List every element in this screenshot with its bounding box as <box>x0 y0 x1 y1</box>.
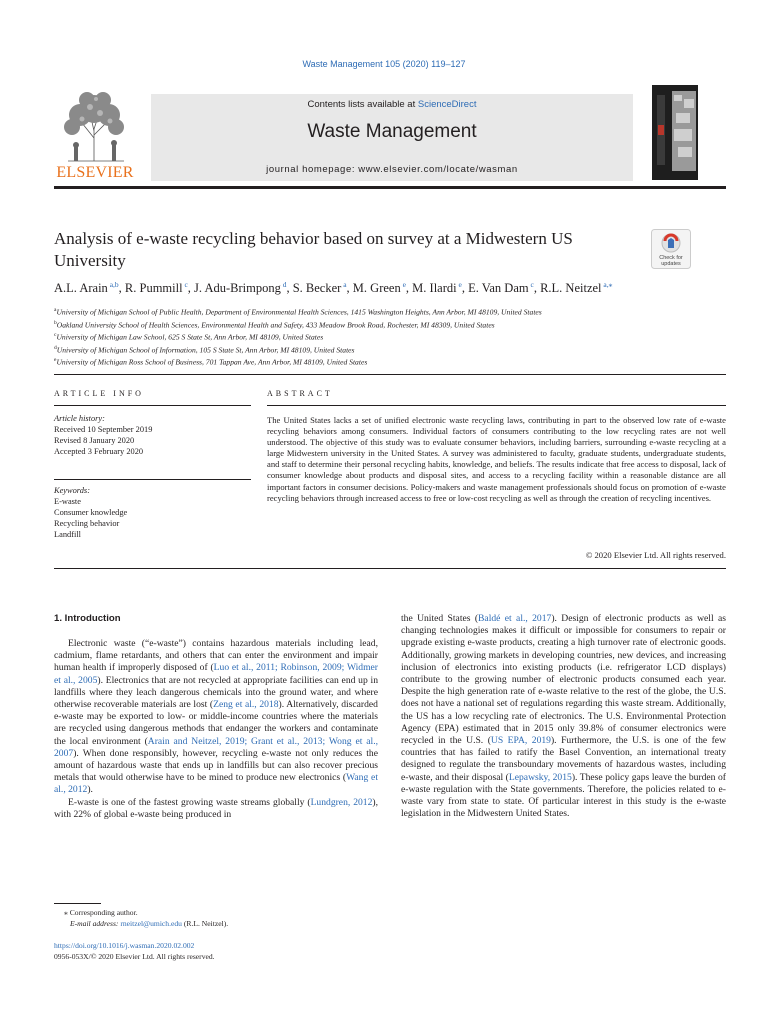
article-info-rule <box>54 405 251 406</box>
author-separator: , <box>405 281 413 296</box>
affiliation-item <box>54 343 734 356</box>
email-link[interactable]: rneitzel@umich.edu <box>120 919 182 928</box>
history-label: Article history: <box>54 414 105 423</box>
author-separator: , <box>533 281 541 296</box>
history-item: Accepted 3 February 2020 <box>54 447 144 456</box>
intro-paragraph-1 <box>54 638 378 797</box>
keywords-list <box>54 496 251 540</box>
section-heading-introduction: 1. Introduction <box>54 613 121 624</box>
intro-paragraph-2 <box>54 797 378 821</box>
author-affiliation-marker[interactable]: c <box>528 280 534 289</box>
affiliation-item <box>54 305 734 318</box>
affiliation-text: Oakland University School of Health Sciences, Environmental Health and Safety, 433 Meadow Brook Road, Rochester, MI 48309, United States <box>56 320 495 330</box>
author-name[interactable]: S. Becker <box>292 281 342 296</box>
body-text: ). Design of electronic products as well as changing technologies makes it difficult or impossible for consumers to repair or upgrade existing e-waste products, creating a high turnover rate of electronic goods. Additionally, growing markets in developing countries, new devices, and increasing inclusion of electronics into existing products (i.e. refrigerator LCD displays) contribute to the growing number of electronic products consumed each year. Despite the high generation rate of e-waste relative to the rest of the globe, the U.S. does not have a national set of regulations regarding this waste stream. Additionally, the US has a low recycling rate of electronics. The U.S. Environmental Protection Agency (EPA) estimated that in 2015 only 39.8% of consumer electronics were recycled in the U.S. ( <box>401 613 726 747</box>
corresponding-text: Corresponding author. <box>69 908 138 917</box>
affiliation-item <box>54 330 734 343</box>
corresponding-marker: ⁎ <box>64 908 68 917</box>
author-separator: , <box>286 281 293 296</box>
citation-link[interactable]: Arain and Neitzel, 2019; Grant et al., 2013; Wong et al., 2007 <box>54 735 378 759</box>
crossmark-label-line2: updates <box>661 261 681 267</box>
publisher-name: ELSEVIER <box>56 164 134 181</box>
author-list <box>54 280 734 296</box>
author-affiliation-marker[interactable]: d <box>280 280 287 289</box>
affiliation-key: d <box>54 344 57 351</box>
affiliation-key: c <box>54 332 57 339</box>
journal-citation-link[interactable]: Waste Management 105 (2020) 119–127 <box>302 59 466 69</box>
author-affiliation-marker[interactable]: e <box>400 280 406 289</box>
affiliation-key: b <box>54 319 57 326</box>
contents-prefix: Contents lists available at <box>307 99 418 110</box>
affiliation-item <box>54 355 734 368</box>
journal-homepage[interactable]: journal homepage: www.elsevier.com/locate/wasman <box>266 164 518 175</box>
affiliation-text: University of Michigan School of Information, 105 S State St, Ann Arbor, MI 48109, United States <box>56 345 355 355</box>
history-item: Received 10 September 2019 <box>54 425 153 434</box>
citation-link[interactable]: Lundgren, 2012 <box>310 796 373 808</box>
author-name[interactable]: J. Adu-Brimpong <box>194 281 281 296</box>
keywords-label: Keywords: <box>54 486 90 495</box>
body-text: ). These policy gaps leave the burden of e-waste regulation with the State governments. Therefore, the policies related to e-waste vary from state to state. Of particular interest in this study is the e-waste legislation in the Midwestern United States. <box>401 771 726 820</box>
affiliation-list <box>54 305 734 368</box>
citation-link[interactable]: US EPA, 2019 <box>490 735 551 747</box>
body-text: ). Furthermore, the U.S. is one of the few countries that has failed to ratify the Basel Convention, an international treaty designed to regulate the transboundary movements of hazardous wastes, including e-waste, and their disposal ( <box>401 735 726 783</box>
citation-link[interactable]: Baldé et al., 2017 <box>478 613 552 624</box>
keyword-item: Consumer knowledge <box>54 508 128 517</box>
author-name[interactable]: A.L. Arain <box>54 281 108 296</box>
body-text: Electronic waste (“e-waste”) contains hazardous materials including lead, cadmium, flame retardants, and others that can enter the environment and impair human health if improperly disposed of ( <box>54 638 378 674</box>
keyword-item: E-waste <box>54 497 81 506</box>
body-text: E-waste is one of the fastest growing waste streams globally ( <box>68 796 311 808</box>
body-text: the United States ( <box>401 613 479 624</box>
doi-block <box>54 940 378 962</box>
affiliation-item <box>54 318 734 331</box>
history-list <box>54 424 251 457</box>
keywords-block <box>54 485 251 540</box>
masthead-divider <box>54 186 726 189</box>
author-affiliation-marker[interactable]: a <box>341 280 347 289</box>
citation-link[interactable]: Lepawsky, 2015 <box>508 771 572 783</box>
affiliation-text: University of Michigan School of Public Health, Department of Environmental Health Sciences, 1415 Washington Heights, Ann Arbor, MI 48109, United States <box>56 307 542 317</box>
abstract-text: The United States lacks a set of unified electronic waste recycling laws, contributing in part to the observed low rate of e-waste recycling behaviors among consumers. Individual factors of consumers contributing to the low recycling rates are not well understood. The objective of this study was to evaluate consumer behaviors, including barriers, surrounding e-waste recycling at a large Midwestern university in the United States. A survey was administered to faculty, graduate students, undergraduate students, and staff to determine their personal recycling habits, knowledge, and beliefs. The results indicate that free access to disposal, lack of consumer knowledge about products and disposal sites, and access to a recycling facility within a reasonable distance are all important factors in consumer decisions. Policy-makers and waste management professionals should focus on promotion of e-waste recycling behaviors through increased access to free or low-cost recycling as well as through the creation of recycling incentives. <box>267 415 726 503</box>
journal-title-box <box>151 94 633 181</box>
affiliation-key: e <box>54 357 57 364</box>
author-separator: , <box>461 281 469 296</box>
author-affiliation-marker[interactable]: a,⁎ <box>601 280 613 289</box>
author-affiliation-marker[interactable]: c <box>182 280 188 289</box>
author-name[interactable]: R. Pummill <box>124 281 183 296</box>
abstract-heading: ABSTRACT <box>267 389 333 398</box>
journal-title: Waste Management <box>307 121 477 142</box>
author-separator: , <box>187 281 195 296</box>
check-for-updates-icon[interactable] <box>651 229 691 269</box>
history-item: Revised 8 January 2020 <box>54 436 135 445</box>
affiliation-key: a <box>54 307 57 313</box>
body-text: ). <box>87 784 93 796</box>
body-text: ), with 22% of global e-waste being produced in <box>54 796 378 820</box>
article-info-heading: ARTICLE INFO <box>54 389 144 398</box>
author-name[interactable]: E. Van Dam <box>468 281 529 296</box>
article-title: Analysis of e-waste recycling behavior based on survey at a Midwestern US University <box>54 229 573 270</box>
corresponding-author-note <box>54 907 378 918</box>
author-separator: , <box>346 281 353 296</box>
body-column-left <box>54 638 378 821</box>
citation-link[interactable]: Luo et al., 2011; Robinson, 2009; Widmer et al., 2005 <box>54 662 378 686</box>
email-name: (R.L. Neitzel). <box>183 919 229 928</box>
citation-link[interactable]: Zeng et al., 2018 <box>213 699 279 711</box>
intro-paragraph-3 <box>401 613 726 820</box>
body-text: ). Electronics that are not recycled at appropriate facilities can end up in landfills where they leach dangerous chemicals into the ground water, and where otherwise recoverable materials are lost ( <box>54 674 378 711</box>
sciencedirect-link[interactable]: ScienceDirect <box>417 99 477 110</box>
author-name[interactable]: M. Ilardi <box>412 281 457 296</box>
author-name[interactable]: M. Green <box>352 281 401 296</box>
doi-link[interactable]: https://doi.org/10.1016/j.wasman.2020.02.002 <box>54 941 195 950</box>
contents-line <box>151 99 633 110</box>
keywords-rule <box>54 479 251 480</box>
article-info-top-rule <box>54 374 726 375</box>
crossmark-label-line1: Check for <box>659 255 683 261</box>
footnotes <box>54 907 378 929</box>
abstract-copyright: © 2020 Elsevier Ltd. All rights reserved. <box>585 550 726 560</box>
body-text: ). Alternatively, discarded e-waste may be exported to low- or middle-income countries where the materials are recycled using dangerous methods that endanger the workers and contaminate the local environment ( <box>54 699 378 747</box>
journal-masthead <box>54 83 714 186</box>
affiliation-text: University of Michigan Law School, 625 S State St, Ann Arbor, MI 48109, United States <box>56 332 324 342</box>
body-column-right <box>401 613 726 820</box>
citation-link[interactable]: Wang et al., 2012 <box>54 772 378 796</box>
footnote-rule <box>54 903 101 904</box>
abstract-rule <box>267 405 726 406</box>
article-history <box>54 413 251 457</box>
author-affiliation-marker[interactable]: e <box>456 280 462 289</box>
affiliation-text: University of Michigan Ross School of Business, 701 Tappan Ave, Ann Arbor, MI 48109, United States <box>56 357 368 367</box>
email-label: E-mail address: <box>70 919 119 928</box>
keyword-item: Landfill <box>54 530 81 539</box>
journal-cover-image-icon <box>652 85 698 180</box>
keyword-item: Recycling behavior <box>54 519 120 528</box>
body-text: ). When done responsibly, however, recycling e-waste not only reduces the amount of hazardous waste that ends up in landfills but can also recover precious metals that would otherwise have to be mined to produce new electronics ( <box>54 747 378 784</box>
abstract-bottom-rule <box>54 568 726 569</box>
author-affiliation-marker[interactable]: a,b <box>107 280 119 289</box>
author-name[interactable]: R.L. Neitzel <box>540 281 602 296</box>
email-note <box>54 918 378 929</box>
issn-copyright: 0956-053X/© 2020 Elsevier Ltd. All rights reserved. <box>54 952 215 961</box>
author-separator: , <box>118 281 125 296</box>
